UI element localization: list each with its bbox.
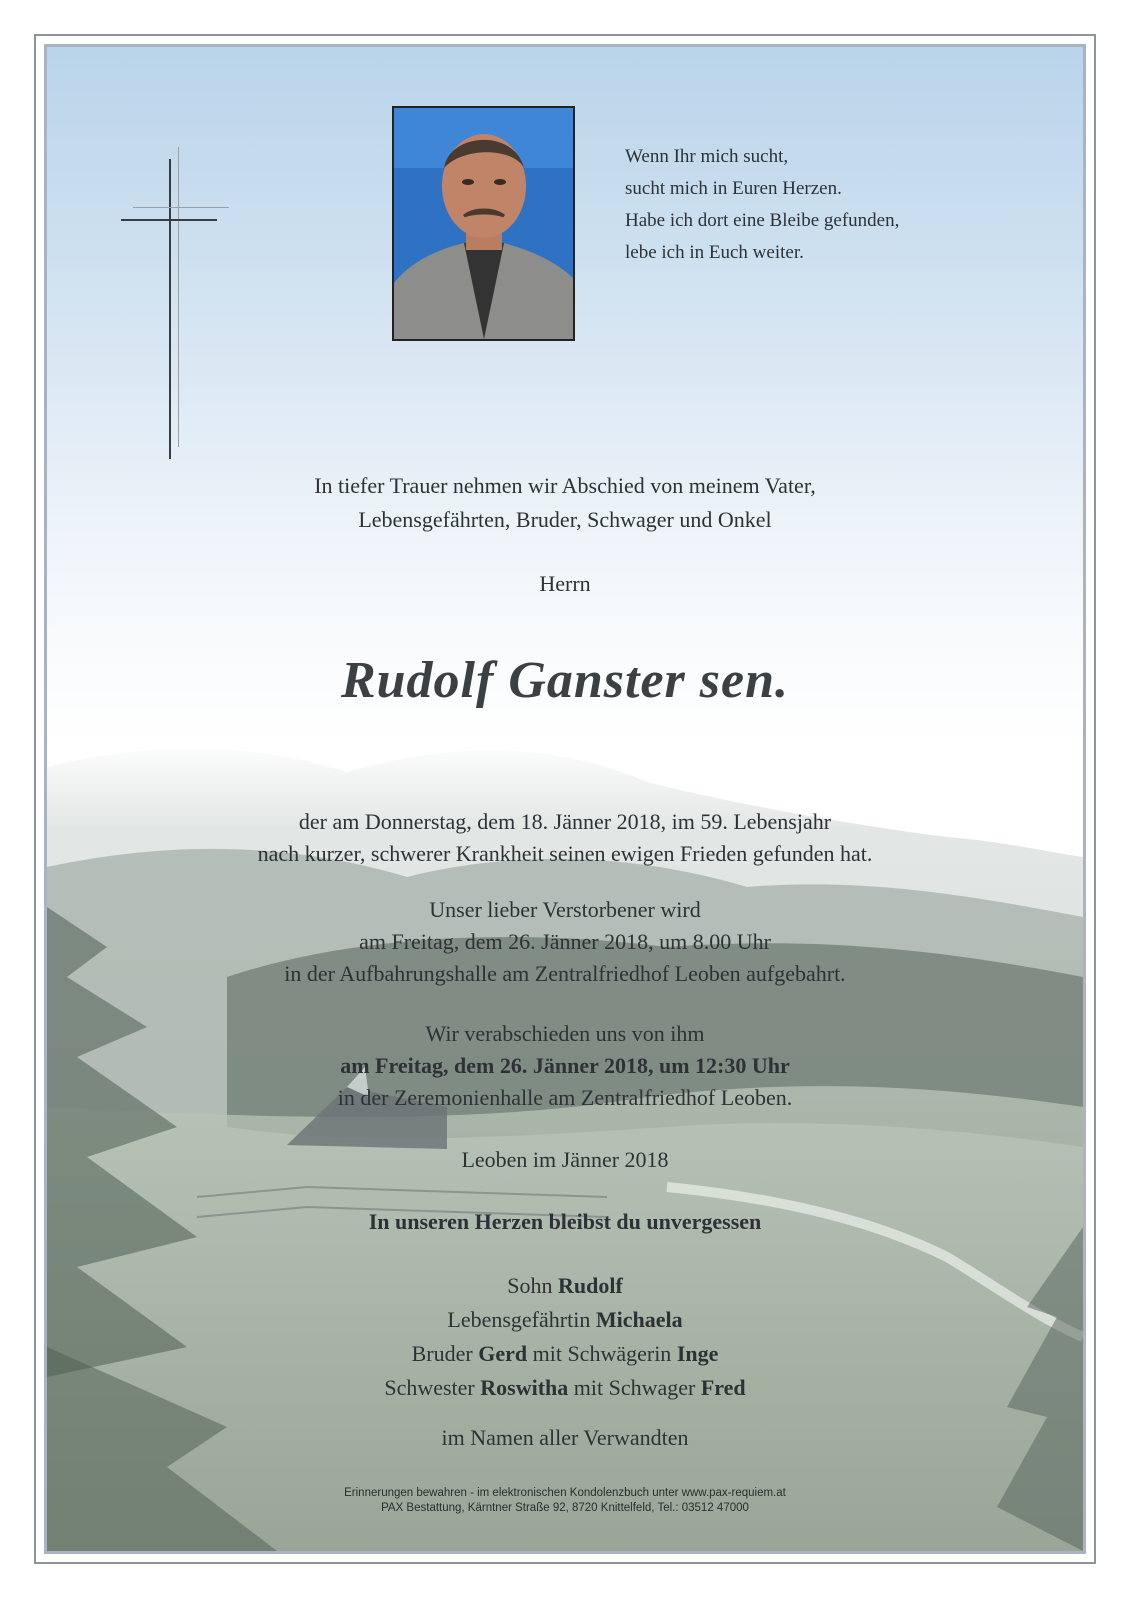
mourner-line [47, 1375, 1083, 1401]
mourner-relation: Lebensgefährtin [447, 1307, 596, 1332]
mourner-name: Rudolf [557, 1273, 623, 1298]
footer-line: PAX Bestattung, Kärntner Straße 92, 8720 Knittelfeld, Tel.: 03512 47000 [381, 1502, 749, 1514]
place-date: Leoben im Jänner 2018 [461, 1147, 669, 1172]
poem-line: sucht mich in Euren Herzen. [625, 178, 842, 199]
mourner-name: Fred [700, 1375, 746, 1400]
closing-line: im Namen aller Verwandten [441, 1425, 689, 1450]
mourner-line [47, 1273, 1083, 1299]
footer-line: Erinnerungen bewahren - im elektronischen Kondolenzbuch unter www.pax-requiem.at [344, 1487, 786, 1499]
portrait-photo [392, 106, 575, 341]
mourner-relation: Sohn [507, 1273, 558, 1298]
death-line: nach kurzer, schwerer Krankheit seinen ewigen Frieden gefunden hat. [257, 841, 873, 866]
farewell-datetime: am Freitag, dem 26. Jänner 2018, um 12:30 Uhr [340, 1053, 790, 1078]
cross-icon-shadow-bar [133, 207, 229, 208]
mourner-relation: mit Schwager [568, 1375, 701, 1400]
notice-card [44, 44, 1086, 1554]
poem-line: lebe ich in Euch weiter. [625, 242, 804, 263]
motto: In unseren Herzen bleibst du unvergessen [368, 1209, 762, 1234]
farewell-line: in der Zeremonienhalle am Zentralfriedhof Leoben. [337, 1085, 793, 1110]
mourner-line [47, 1341, 1083, 1367]
intro-line: Lebensgefährten, Bruder, Schwager und Onkel [358, 507, 772, 532]
poem-line: Habe ich dort eine Bleibe gefunden, [625, 210, 900, 231]
death-line: der am Donnerstag, dem 18. Jänner 2018, im 59. Lebensjahr [298, 809, 832, 834]
mourner-line [47, 1307, 1083, 1333]
mourner-relation: Schwester [384, 1375, 481, 1400]
intro-line: In tiefer Trauer nehmen wir Abschied von meinem Vater, [314, 473, 816, 498]
mourner-name: Inge [676, 1341, 719, 1366]
cross-icon [169, 159, 171, 459]
cross-icon-bar [121, 219, 217, 221]
mourner-name: Roswitha [480, 1375, 569, 1400]
viewing-line: am Freitag, dem 26. Jänner 2018, um 8.00 Uhr [359, 929, 771, 954]
viewing-line: in der Aufbahrungshalle am Zentralfriedhof Leoben aufgebahrt. [284, 961, 846, 986]
poem-line: Wenn Ihr mich sucht, [625, 146, 789, 167]
mourner-relation: mit Schwägerin [527, 1341, 677, 1366]
viewing-line: Unser lieber Verstorbener wird [429, 897, 701, 922]
mourner-name: Michaela [595, 1307, 683, 1332]
mourner-relation: Bruder [411, 1341, 479, 1366]
poem [625, 141, 985, 269]
cross-icon-shadow [178, 147, 179, 447]
mourner-name: Gerd [478, 1341, 528, 1366]
deceased-name: Rudolf Ganster sen. [340, 652, 790, 709]
farewell-line: Wir verabschieden uns von ihm [425, 1021, 705, 1046]
salutation: Herrn [539, 571, 591, 596]
